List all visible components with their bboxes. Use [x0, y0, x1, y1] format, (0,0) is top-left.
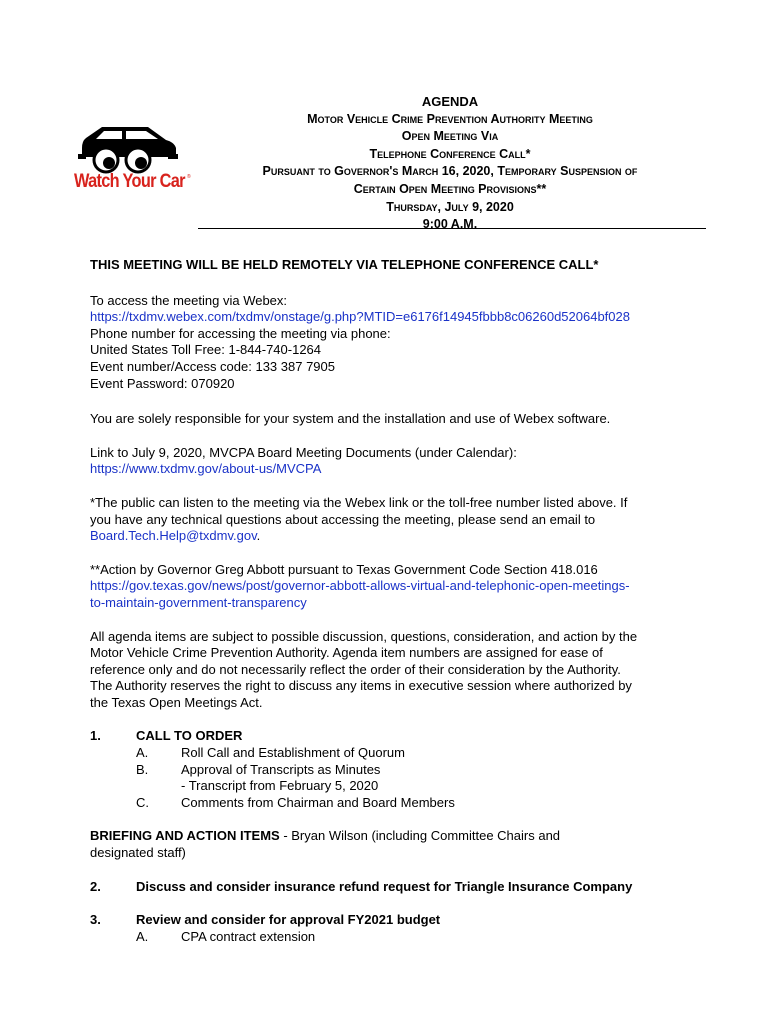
agenda-note-line-2: Motor Vehicle Crime Prevention Authority. Agenda item numbers are assigned for ease of [90, 645, 603, 661]
agenda-item-3 [90, 912, 690, 929]
remote-heading: THIS MEETING WILL BE HELD REMOTELY VIA TELEPHONE CONFERENCE CALL* [90, 257, 599, 272]
responsibility-note: You are solely responsible for your system and the installation and use of Webex software. [90, 411, 611, 427]
logo-text: Watch Your Car [74, 171, 185, 192]
agenda-note-line-5: the Texas Open Meetings Act. [90, 694, 263, 710]
header-line-4: Pursuant to Governor's March 16, 2020, Temporary Suspension of [262, 164, 638, 179]
public-note-line-2: you have any technical questions about accessing the meeting, please send an email to [90, 511, 596, 527]
agenda-subitem: A. CPA contract extension [136, 928, 316, 944]
header-line-1: Motor Vehicle Crime Prevention Authority Meeting [307, 111, 593, 126]
public-note-line-1: *The public can listen to the meeting via the Webex link or the toll-free number listed above. If [90, 494, 628, 510]
agenda-item-1 [90, 728, 690, 745]
header-line-3: Telephone Conference Call* [369, 146, 531, 161]
agenda-note-line-1: All agenda items are subject to possible discussion, questions, consideration, and action by the [90, 628, 638, 644]
logo-trademark: ® [187, 174, 191, 180]
documents-link[interactable]: https://www.txdmv.gov/about-us/MVCPA [90, 461, 322, 477]
header-line-7: 9:00 A.M. [422, 217, 478, 232]
agenda-note-line-4: The Authority reserves the right to discuss any items in executive session where authorized by [90, 678, 632, 694]
meeting-header [200, 93, 700, 234]
agenda-subitem: B. Approval of Transcripts as Minutes [136, 761, 381, 777]
agenda-subitem: A. Roll Call and Establishment of Quorum [136, 745, 405, 761]
toll-free-number: United States Toll Free: 1-844-740-1264 [90, 342, 322, 358]
phone-intro: Phone number for accessing the meeting via phone: [90, 325, 391, 341]
agenda-note-line-3: reference only and do not necessarily reflect the order of their consideration by the Authority. [90, 661, 621, 677]
governor-link-line-1[interactable]: https://gov.texas.gov/news/post/governor-abbott-allows-virtual-and-telephonic-open-meetings- [90, 578, 630, 594]
agenda-item-2 [90, 879, 690, 896]
car-with-eyes-icon [74, 124, 192, 174]
header-line-6: Thursday, July 9, 2020 [386, 199, 514, 214]
governor-link-line-2[interactable]: to-maintain-government-transparency [90, 594, 307, 610]
header-divider [198, 228, 706, 229]
item-title: CALL TO ORDER [136, 728, 243, 744]
documents-text: Link to July 9, 2020, MVCPA Board Meeting Documents (under Calendar): [90, 444, 517, 460]
access-code: Event number/Access code: 133 387 7905 [90, 358, 335, 374]
header-line-2: Open Meeting Via [401, 129, 499, 144]
watch-your-car-logo [74, 124, 192, 198]
header-line-5: Certain Open Meeting Provisions** [353, 181, 547, 196]
agenda-subitem: C. Comments from Chairman and Board Members [136, 794, 455, 810]
public-note-line-3: Board.Tech.Help@txdmv.gov. [90, 528, 261, 544]
agenda-title: AGENDA [421, 94, 479, 109]
item-number: 3. [90, 912, 101, 928]
item-title: Discuss and consider insurance refund request for Triangle Insurance Company [136, 878, 633, 894]
governor-note: **Action by Governor Greg Abbott pursuant to Texas Government Code Section 418.016 [90, 561, 598, 577]
document-body [90, 257, 690, 945]
item-number: 2. [90, 878, 101, 894]
item-number: 1. [90, 728, 101, 744]
item-title: Review and consider for approval FY2021 budget [136, 912, 441, 928]
agenda-subitem: - Transcript from February 5, 2020 [181, 778, 379, 794]
briefing-heading: BRIEFING AND ACTION ITEMS - Bryan Wilson (including Committee Chairs and [90, 828, 561, 844]
access-intro: To access the meeting via Webex: [90, 292, 288, 308]
webex-link[interactable]: https://txdmv.webex.com/txdmv/onstage/g.php?MTID=e6176f14945fbbb8c06260d52064bf028 [90, 309, 630, 325]
briefing-line-2: designated staff) [90, 845, 186, 861]
support-email-link[interactable]: Board.Tech.Help@txdmv.gov [90, 528, 257, 544]
event-password: Event Password: 070920 [90, 375, 235, 391]
